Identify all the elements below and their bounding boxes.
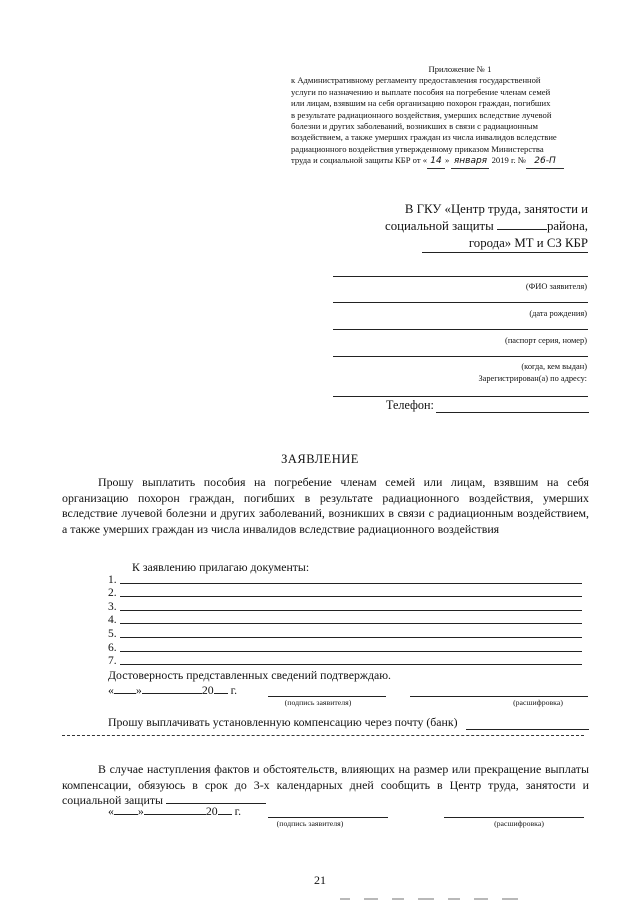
passport-caption: (паспорт серия, номер) bbox=[505, 336, 587, 345]
obligation-paragraph bbox=[62, 762, 589, 809]
documents-heading: К заявлению прилагаю документы: bbox=[132, 560, 310, 574]
scan-dash bbox=[502, 898, 518, 900]
fio-line[interactable] bbox=[333, 276, 588, 277]
address-line[interactable] bbox=[333, 396, 588, 397]
appendix-line-4: в результате радиационного воздействия, умерших вследствие лучевой bbox=[291, 109, 552, 120]
document-number: 2. bbox=[108, 587, 117, 600]
addressee-social: социальной защиты bbox=[385, 219, 494, 233]
year-blank[interactable] bbox=[218, 814, 232, 815]
addressee-block bbox=[358, 201, 588, 252]
century: 20 bbox=[205, 804, 218, 818]
order-year: 2019 г. № bbox=[491, 155, 527, 166]
day-blank[interactable] bbox=[114, 814, 138, 815]
document-line[interactable] bbox=[120, 614, 582, 624]
document-row-4[interactable] bbox=[108, 613, 582, 627]
year-suffix: г. bbox=[234, 804, 242, 818]
addressee-line-2 bbox=[358, 218, 588, 235]
scan-dash bbox=[448, 898, 460, 900]
month-blank[interactable] bbox=[142, 693, 202, 694]
statement-title: ЗАЯВЛЕНИЕ bbox=[281, 452, 359, 466]
decrypt-line-2[interactable] bbox=[444, 817, 584, 818]
year-suffix: г. bbox=[230, 683, 238, 697]
request-paragraph bbox=[62, 475, 589, 537]
document-row-6[interactable] bbox=[108, 640, 582, 654]
handwritten-month: января bbox=[451, 156, 489, 168]
scan-artifact bbox=[340, 898, 590, 900]
issued-line[interactable] bbox=[333, 356, 588, 357]
decrypt-caption-2: (расшифровка) bbox=[494, 819, 544, 828]
document-number: 5. bbox=[108, 627, 117, 640]
handwritten-day: 14 bbox=[427, 156, 445, 168]
document-line[interactable] bbox=[120, 642, 582, 652]
document-line[interactable] bbox=[120, 655, 582, 665]
signature-caption-2: (подпись заявителя) bbox=[276, 819, 344, 828]
addressee-district: района, bbox=[546, 219, 588, 233]
appendix-line-5: болезни и других заболеваний, возникших в связи с радиационным bbox=[291, 121, 538, 132]
scan-dash bbox=[340, 898, 350, 900]
month-blank[interactable] bbox=[144, 814, 206, 815]
addressee-line-3: города» МТ и СЗ КБР bbox=[468, 236, 588, 250]
page-number: 21 bbox=[314, 873, 326, 887]
fio-caption: (ФИО заявителя) bbox=[525, 282, 587, 291]
addressee-line-1: В ГКУ «Центр труда, занятости и bbox=[404, 202, 588, 216]
decrypt-line-1[interactable] bbox=[410, 696, 588, 697]
birth-line[interactable] bbox=[333, 302, 588, 303]
document-row-2[interactable] bbox=[108, 586, 582, 600]
appendix-line-6: воздействием, а также умерших граждан из числа инвалидов вследствие bbox=[291, 132, 557, 143]
document-line[interactable] bbox=[120, 587, 582, 597]
confirmation-text: Достоверность представленных сведений подтверждаю. bbox=[108, 668, 391, 682]
scan-dash bbox=[364, 898, 378, 900]
appendix-heading: Приложение № 1 bbox=[428, 64, 492, 74]
day-blank[interactable] bbox=[114, 693, 136, 694]
scan-dash bbox=[418, 898, 434, 900]
decrypt-caption-1: (расшифровка) bbox=[513, 698, 563, 707]
district-blank[interactable] bbox=[497, 229, 547, 230]
document-line[interactable] bbox=[120, 574, 582, 584]
addressee-blank-line[interactable] bbox=[422, 252, 588, 253]
obligation-text: В случае наступления фактов и обстоятельств, влияющих на размер или прекращение выплаты компенсации, обязуюсь в срок до 3-х календарных дней сообщить в Центр труда, занятости и социальной защиты bbox=[62, 762, 589, 807]
signature-line-1[interactable] bbox=[268, 696, 386, 697]
appendix-header bbox=[291, 64, 609, 169]
document-number: 6. bbox=[108, 641, 117, 654]
quote-close: » bbox=[137, 804, 144, 818]
appendix-line-7: радиационного воздействия утвержденному приказом Министерства bbox=[291, 143, 544, 154]
document-row-3[interactable] bbox=[108, 599, 582, 613]
quote-close: » bbox=[135, 683, 142, 697]
payment-row bbox=[108, 715, 589, 730]
document-row-7[interactable] bbox=[108, 654, 582, 668]
document-number: 1. bbox=[108, 573, 117, 586]
appendix-order-line bbox=[291, 155, 609, 168]
order-prefix: труда и социальной защиты КБР от « bbox=[291, 155, 428, 166]
handwritten-number: 26-П bbox=[526, 156, 564, 168]
appendix-line-1: к Административному регламенту предоставления государственной bbox=[291, 75, 541, 86]
phone-row bbox=[386, 398, 589, 413]
phone-line[interactable] bbox=[436, 401, 589, 413]
document-number: 7. bbox=[108, 655, 117, 668]
document-line[interactable] bbox=[120, 628, 582, 638]
appendix-line-3: или лицам, взявшим на себя организацию похорон граждан, погибших bbox=[291, 98, 551, 109]
bank-line[interactable] bbox=[466, 719, 589, 730]
appendix-line-2: услуги по назначению и выплате пособия на погребение членам семей bbox=[291, 86, 551, 97]
document-number: 3. bbox=[108, 600, 117, 613]
signature-caption-1: (подпись заявителя) bbox=[284, 698, 352, 707]
birth-caption: (дата рождения) bbox=[529, 309, 587, 318]
scan-dash bbox=[474, 898, 488, 900]
passport-line[interactable] bbox=[333, 329, 588, 330]
date-row-2 bbox=[108, 804, 241, 819]
document-line[interactable] bbox=[120, 601, 582, 611]
registered-label: Зарегистрирован(а) по адресу: bbox=[478, 374, 587, 383]
signature-line-2[interactable] bbox=[268, 817, 388, 818]
document-row-1[interactable] bbox=[108, 572, 582, 586]
order-quote: » bbox=[445, 155, 450, 166]
date-row-1 bbox=[108, 683, 237, 698]
quote-open: « bbox=[108, 683, 114, 697]
bank-line-2[interactable] bbox=[62, 735, 584, 736]
payment-text: Прошу выплачивать установленную компенсацию через почту (банк) bbox=[108, 715, 458, 729]
century: 20 bbox=[201, 683, 214, 697]
phone-label: Телефон: bbox=[386, 398, 434, 412]
document-number: 4. bbox=[108, 614, 117, 627]
quote-open: « bbox=[108, 804, 114, 818]
issued-caption: (когда, кем выдан) bbox=[521, 362, 587, 371]
document-row-5[interactable] bbox=[108, 626, 582, 640]
scan-dash bbox=[392, 898, 404, 900]
year-blank[interactable] bbox=[214, 693, 228, 694]
request-text: Прошу выплатить пособия на погребение членам семей или лицам, взявшим на себя организацию похорон граждан, погибших в результате радиационного воздействия, умерших вследствие лучевой болезни и других заболеваний, возникших в связи с радиационным воздействием, а также умерших граждан из числа инвалидов вследствие радиационного воздействия bbox=[62, 475, 589, 536]
